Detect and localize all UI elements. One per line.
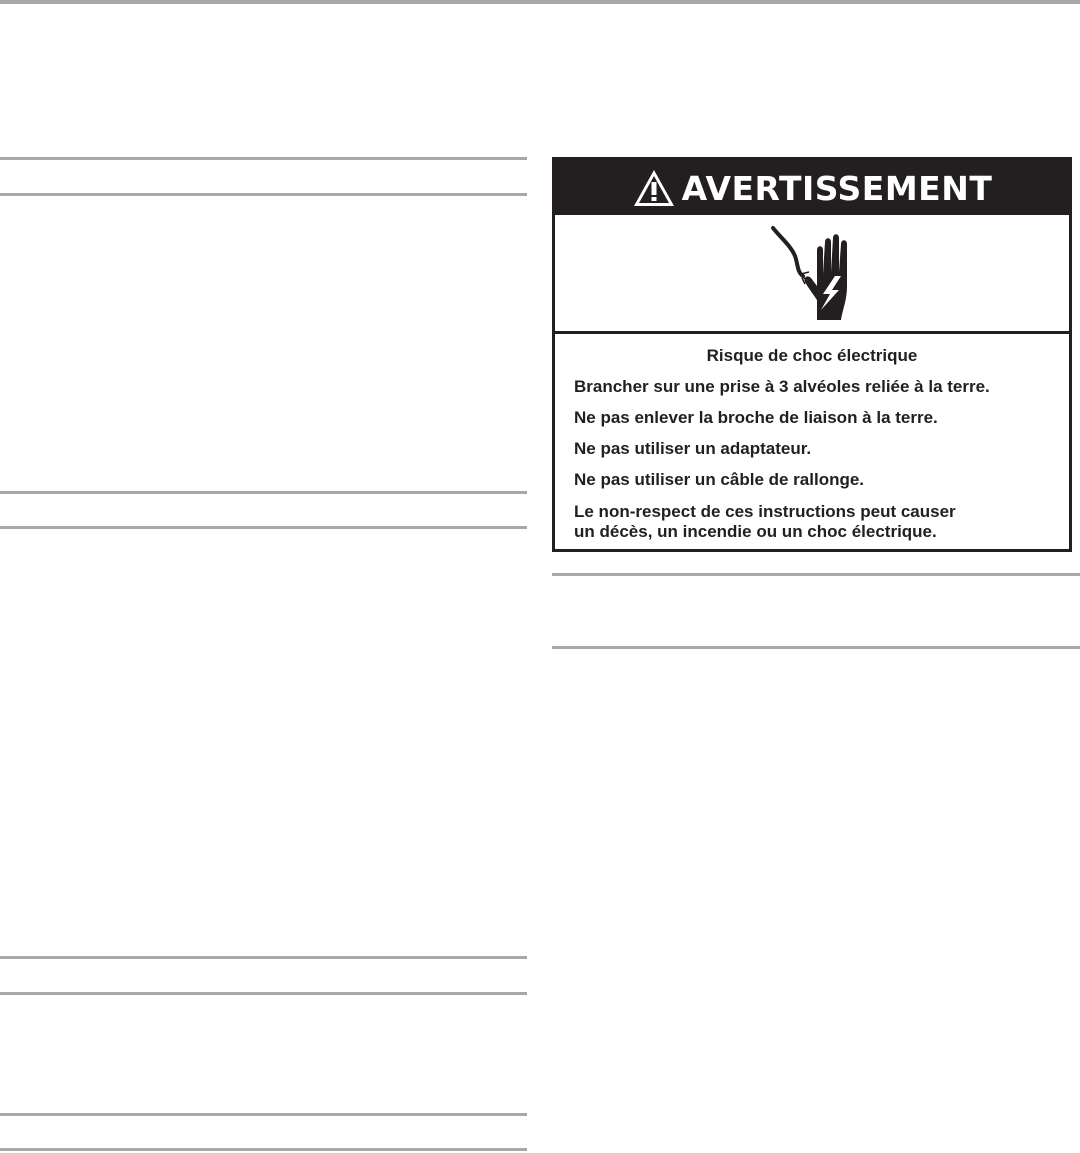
top-rule	[0, 0, 1080, 4]
instruction-4: Ne pas utiliser un câble de rallonge.	[574, 470, 865, 489]
warning-symbol-panel	[555, 215, 1069, 334]
section-rule-left-2b	[0, 526, 527, 529]
section-rule-left-4a	[0, 1113, 527, 1116]
warning-title: AVERTISSEMENT	[681, 169, 993, 208]
warning-triangle-icon	[632, 168, 676, 208]
hazard-title: Risque de choc électrique	[706, 346, 918, 365]
instruction-2: Ne pas enlever la broche de liaison à la terre.	[574, 408, 938, 427]
instruction-1: Brancher sur une prise à 3 alvéoles reliée à la terre.	[574, 377, 990, 396]
section-rule-right-1b	[552, 646, 1080, 649]
section-rule-left-3a	[0, 956, 527, 959]
section-rule-left-1a	[0, 157, 527, 160]
section-rule-left-4b	[0, 1148, 527, 1151]
section-rule-left-3b	[0, 992, 527, 995]
consequence-line-1: Le non-respect de ces instructions peut causer	[574, 502, 956, 521]
section-rule-right-1a	[552, 573, 1080, 576]
electrical-warning-box	[552, 157, 1072, 552]
section-rule-left-1b	[0, 193, 527, 196]
electrical-shock-hand-icon	[767, 224, 857, 322]
warning-header	[555, 160, 1069, 215]
consequence-line-2: un décès, un incendie ou un choc électrique.	[574, 522, 937, 541]
section-rule-left-2a	[0, 491, 527, 494]
instruction-3: Ne pas utiliser un adaptateur.	[574, 439, 812, 458]
